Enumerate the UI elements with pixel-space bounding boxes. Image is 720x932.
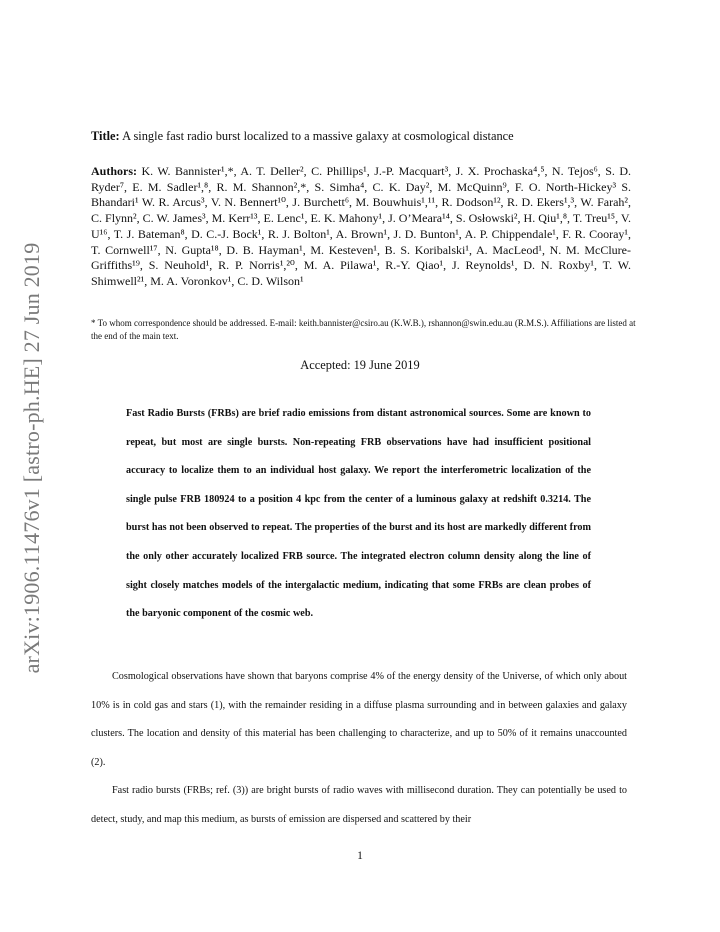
title-text: A single fast radio burst localized to a massive galaxy at cosmological distance [122,129,514,143]
authors-text: K. W. Bannister¹,*, A. T. Deller², C. Phillips¹, J.-P. Macquart³, J. X. Prochaska⁴,⁵, N. Tejos⁶, S. D. Ryder⁷, E. M. Sadler¹,⁸, R. M. Shannon²,*, S. Simha⁴, C. K. Day², M. McQuinn⁹, F. O. North-Hickey³ S. Bhandari¹ W. R. Arcus³, V. N. Bennert¹⁰, J. Burchett⁶, M. Bouwhuis¹,¹¹, R. Dodson¹², R. D. Ekers¹,³, W. Farah², C. Flynn², C. W. James³, M. Kerr¹³, E. Lenc¹, E. K. Mahony¹, J. O’Meara¹⁴, S. Osłowski², H. Qiu¹,⁸, T. Treu¹⁵, V. U¹⁶, T. J. Bateman⁸, D. C.-J. Bock¹, R. J. Bolton¹, A. Brown¹, J. D. Bunton¹, A. P. Chippendale¹, F. R. Cooray¹, T. Cornwell¹⁷, N. Gupta¹⁸, D. B. Hayman¹, M. Kesteven¹, B. S. Koribalski¹, A. MacLeod¹, N. M. McClure-Griffiths¹⁹, S. Neuhold¹, R. P. Norris¹,²⁰, M. A. Pilawa¹, R.-Y. Qiao¹, J. Reynolds¹, D. N. Roxby¹, T. W. Shimwell²¹, M. A. Voronkov¹, C. D. Wilson¹ [91,164,631,288]
accepted-date: Accepted: 19 June 2019 [300,358,420,372]
author-list [91,164,631,290]
page-number: 1 [357,850,363,862]
correspondence-footnote: * To whom correspondence should be addressed. E-mail: keith.bannister@csiro.au (K.W.B.), rshannon@swin.edu.au (R.M.S.). Affiliations are listed at the end of the main text. [91,318,636,341]
main-text [91,663,627,835]
body-paragraph: Cosmological observations have shown that baryons comprise 4% of the energy density of the Universe, of which only about 10% is in cold gas and stars (1), with the remainder residing in a diffuse plasma surrounding and in between galaxies and galaxy clusters. The location and density of this material has been challenging to characterize, and up to 50% of it remains unaccounted (2). [91,671,627,768]
body-paragraph: Fast radio bursts (FRBs; ref. (3)) are bright bursts of radio waves with millisecond duration. They can potentially be used to detect, study, and map this medium, as bursts of emission are dispersed and scattered by their [91,785,627,825]
arxiv-sidebar-stamp [14,228,50,688]
paper-title [91,129,631,145]
abstract: Fast Radio Bursts (FRBs) are brief radio emissions from distant astronomical sources. Some are known to repeat, but most are single bursts. Non-repeating FRB observations have had insufficient positional accuracy to localize them to an individual host galaxy. We report the interferometric localization of the single pulse FRB 180924 to a position 4 kpc from the center of a luminous galaxy at redshift 0.3214. The burst has not been observed to repeat. The properties of the burst and its host are markedly different from the only other accurately localized FRB source. The integrated electron column density along the line of sight closely matches models of the intergalactic medium, indicating that some FRBs are clean probes of the baryonic component of the cosmic web. [126,408,591,620]
authors-label: Authors: [91,164,138,178]
title-label: Title: [91,129,120,143]
arxiv-identifier: arXiv:1906.11476v1 [astro-ph.HE] 27 Jun 2019 [19,242,44,674]
